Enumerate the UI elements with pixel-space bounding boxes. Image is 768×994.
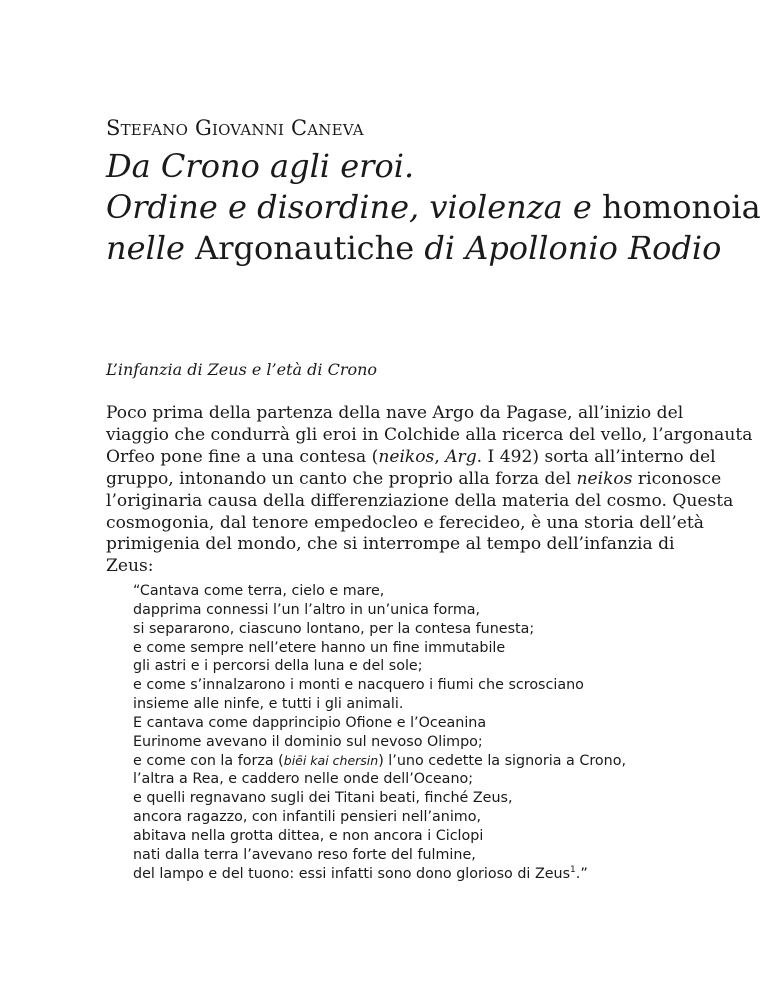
verse-line: si separarono, ciascuno lontano, per la contesa funesta; [133,620,535,637]
verse-line: nati dalla terra l’avevano reso forte del fulmine, [133,846,476,863]
verse-text: del lampo e del tuono: essi infatti sono dono glorioso di Zeus [133,865,571,882]
verse-line: dapprima connessi l’un l’altro in un’unica forma, [133,601,481,618]
verse-quotation [133,582,626,884]
verse-line: ancora ragazzo, con infantili pensieri nell’animo, [133,809,482,826]
title-line-3-upright: Argonautiche [195,229,415,267]
paragraph-line: Zeus: [106,556,154,577]
verse-text: e come con la forza ( [133,752,284,769]
paragraph-italic: neikos [576,468,633,489]
verse-line: e quelli regnavano sugli dei Titani beati, finché Zeus, [133,790,513,807]
footnote-marker[interactable]: 1 [570,864,576,875]
author-name: Stefano Giovanni Caneva [106,116,364,140]
paragraph-italic: neikos [378,446,435,467]
verse-line: “Cantava come terra, cielo e mare, [133,583,385,599]
paragraph-text: gruppo, intonando un canto che proprio alla forza del [106,468,577,489]
paragraph-line: cosmogonia, dal tenore empedocleo e ferecideo, è una storia dell’età [106,512,704,533]
verse-line: insieme alle ninfe, e tutti i gli animali. [133,696,404,713]
verse-line: abitava nella grotta dittea, e non ancora i Ciclopi [133,827,484,844]
title-line-2-italic: Ordine e disordine, violenza e [106,188,602,226]
verse-line [133,865,626,884]
section-heading: L’infanzia di Zeus e l’età di Crono [106,360,378,379]
title-line-2-upright: homonoia [601,188,761,226]
verse-line: E cantava come dapprincipio Ofione e l’Oceanina [133,714,487,731]
title-line-3-italic-b: di Apollonio Rodio [414,229,722,267]
paragraph-text: . I 492) sorta all’interno del [476,446,716,467]
title-line-1 [106,146,761,187]
verse-line: e come s’innalzarono i monti e nacquero i fiumi che scrosciano [133,677,584,694]
verse-text: .” [575,865,588,882]
title-line-3-italic-a: nelle [106,229,196,267]
paragraph-line: primigenia del mondo, che si interrompe al tempo dell’infanzia di [106,534,675,555]
verse-italic: biēi kai chersin [283,752,379,768]
paragraph-text: , [434,446,446,467]
paragraph-italic: Arg [445,446,477,467]
body-paragraph [106,403,753,578]
paragraph-text: riconosce [632,468,722,489]
verse-line: gli astri e i percorsi della luna e del sole; [133,658,423,675]
title-line-3 [106,228,761,269]
title-line-2 [106,187,761,228]
title-line-1-text: Da Crono agli eroi. [106,147,415,185]
paragraph-line [106,468,722,491]
paragraph-text: Orfeo pone fine a una contesa ( [106,446,379,467]
verse-line: e come sempre nell’etere hanno un fine immutabile [133,639,506,656]
chapter-title [106,146,761,269]
paragraph-line: viaggio che condurrà gli eroi in Colchide alla ricerca del vello, l’argonauta [106,424,753,445]
verse-text: ) l’uno cedette la signoria a Crono, [378,752,627,769]
paragraph-line [106,446,716,469]
paragraph-line: Poco prima della partenza della nave Argo da Pagase, all’inizio del [106,403,684,423]
verse-line: Eurinome avevano il dominio sul nevoso Olimpo; [133,733,483,750]
paragraph-line: l’originaria causa della differenziazione della materia del cosmo. Questa [106,490,734,511]
verse-line [133,752,626,771]
verse-line: l’altra a Rea, e caddero nelle onde dell’Oceano; [133,771,474,788]
